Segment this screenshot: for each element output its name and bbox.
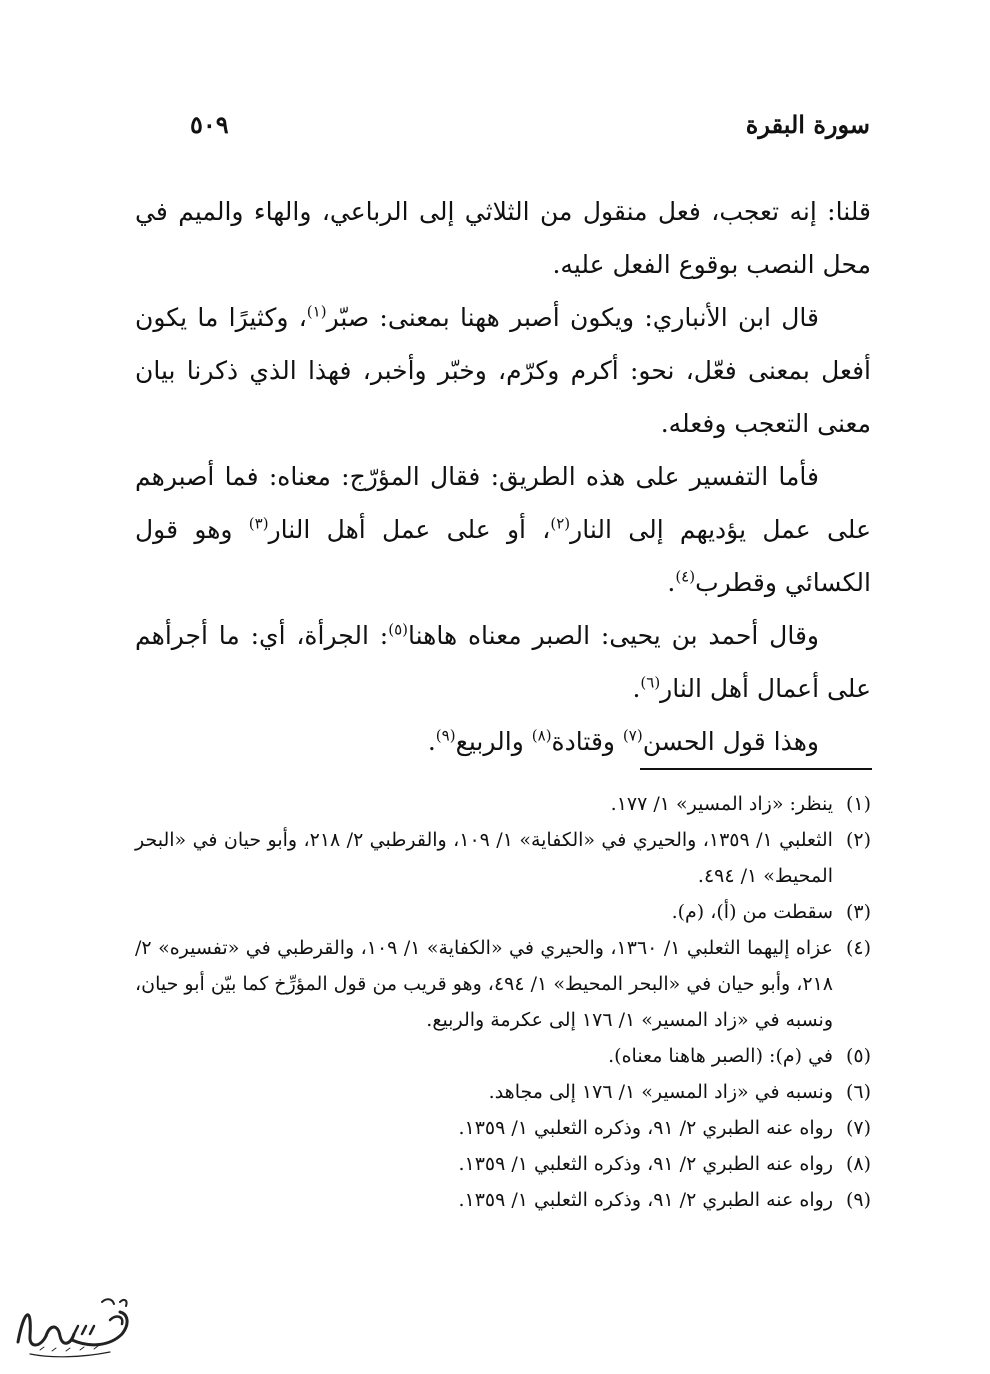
footnote-item xyxy=(135,930,871,1038)
surah-title: سورة البقرة xyxy=(745,110,870,139)
paragraph-5-text-d: . xyxy=(427,727,436,756)
footnote-number: (٤) xyxy=(845,937,871,959)
footnote-text: في (م): (الصبر هاهنا معناه). xyxy=(608,1045,833,1067)
footnote-ref-9[interactable]: (٩) xyxy=(435,726,456,745)
paragraph-3 xyxy=(135,450,871,609)
footnote-item xyxy=(135,1038,871,1074)
footnote-item xyxy=(135,1110,871,1146)
footnote-number: (٧) xyxy=(845,1117,871,1139)
footnote-item xyxy=(135,1182,871,1218)
footnote-separator xyxy=(640,768,872,770)
footnote-text: عزاه إليهما الثعلبي ١/ ١٣٦٠، والحيري في «الكفاية» ١/ ١٠٩، والقرطبي في «تفسيره» ٢/ ٢١٨، وأبو حيان في «البحر المحيط» ١/ ٤٩٤، وهو قريب من قول المؤرِّخ كما بيّن أبو حيان، ونسبه في «زاد المسير» ١/ ١٧٦ إلى عكرمة والربيع. xyxy=(135,937,833,1031)
footnote-text: رواه عنه الطبري ٢/ ٩١، وذكره الثعلبي ١/ ١٣٥٩. xyxy=(458,1117,833,1139)
paragraph-5-text-a: وهذا قول الحسن xyxy=(642,727,819,756)
paragraph-2 xyxy=(135,291,871,450)
footnote-number: (٩) xyxy=(845,1189,871,1211)
paragraph-5-text-b: وقتادة xyxy=(551,727,623,756)
paragraph-1 xyxy=(135,185,871,291)
footnote-text: ينظر: «زاد المسير» ١/ ١٧٧. xyxy=(610,793,833,815)
paragraph-4-text-c: . xyxy=(632,674,641,703)
paragraph-2-text-a: قال ابن الأنباري: ويكون أصبر ههنا بمعنى: صبّر xyxy=(326,303,819,332)
footnote-ref-3[interactable]: (٣) xyxy=(248,514,269,533)
paragraph-4-text-a: وقال أحمد بن يحيى: الصبر معناه هاهنا xyxy=(407,621,819,650)
footnote-ref-7[interactable]: (٧) xyxy=(622,726,643,745)
footnote-ref-1[interactable]: (١) xyxy=(306,302,327,321)
footnote-text: رواه عنه الطبري ٢/ ٩١، وذكره الثعلبي ١/ ١٣٥٩. xyxy=(458,1153,833,1175)
footnote-text: رواه عنه الطبري ٢/ ٩١، وذكره الثعلبي ١/ ١٣٥٩. xyxy=(458,1189,833,1211)
main-text xyxy=(135,185,871,768)
paragraph-5 xyxy=(135,715,871,768)
footnote-number: (٣) xyxy=(845,901,871,923)
footnote-item xyxy=(135,1074,871,1110)
footnote-item xyxy=(135,822,871,894)
footnote-text: ونسبه في «زاد المسير» ١/ ١٧٦ إلى مجاهد. xyxy=(488,1081,833,1103)
footnote-number: (٢) xyxy=(845,829,871,851)
footnote-item xyxy=(135,1146,871,1182)
footnote-number: (١) xyxy=(845,793,871,815)
footnote-text: الثعلبي ١/ ١٣٥٩، والحيري في «الكفاية» ١/ ١٠٩، والقرطبي ٢/ ٢١٨، وأبو حيان في «البحر المحيط» ١/ ٤٩٤. xyxy=(135,829,833,887)
page-header xyxy=(190,110,870,150)
footnote-number: (٨) xyxy=(845,1153,871,1175)
footnotes xyxy=(135,786,871,1218)
watermark-logo-icon xyxy=(10,1290,140,1362)
footnote-item xyxy=(135,894,871,930)
footnote-text: سقطت من (أ)، (م). xyxy=(671,901,833,923)
paragraph-1-text: قلنا: إنه تعجب، فعل منقول من الثلاثي إلى الرباعي، والهاء والميم في محل النصب بوقوع الفعل عليه. xyxy=(135,197,871,279)
footnote-number: (٥) xyxy=(845,1045,871,1067)
paragraph-5-text-c: والربيع xyxy=(455,727,532,756)
paragraph-2-text-b: ، وكثيرًا ما يكون أفعل بمعنى فعّل، نحو: أكرم وكرّم، وخبّر وأخبر، فهذا الذي ذكرنا بيان معنى التعجب وفعله. xyxy=(135,303,871,438)
footnote-ref-4[interactable]: (٤) xyxy=(675,567,696,586)
paragraph-3-text-d: . xyxy=(667,568,676,597)
footnote-ref-8[interactable]: (٨) xyxy=(531,726,552,745)
footnote-item xyxy=(135,786,871,822)
footnote-ref-2[interactable]: (٢) xyxy=(550,514,571,533)
paragraph-4 xyxy=(135,609,871,715)
footnote-number: (٦) xyxy=(845,1081,871,1103)
paragraph-3-text-a: فأما التفسير على هذه الطريق: فقال المؤرّج: معناه: فما أصبرهم على عمل يؤديهم إلى النار xyxy=(135,462,871,544)
footnote-ref-6[interactable]: (٦) xyxy=(640,673,661,692)
paragraph-3-text-c: وهو قول الكسائي وقطرب xyxy=(135,515,871,597)
paragraph-3-text-b: ، أو على عمل أهل النار xyxy=(268,515,551,544)
page-number: ٥٠٩ xyxy=(190,110,229,139)
footnote-ref-5[interactable]: (٥) xyxy=(388,620,408,639)
paragraph-4-text-b: : الجرأة، أي: ما أجرأهم على أعمال أهل النار xyxy=(135,621,871,703)
